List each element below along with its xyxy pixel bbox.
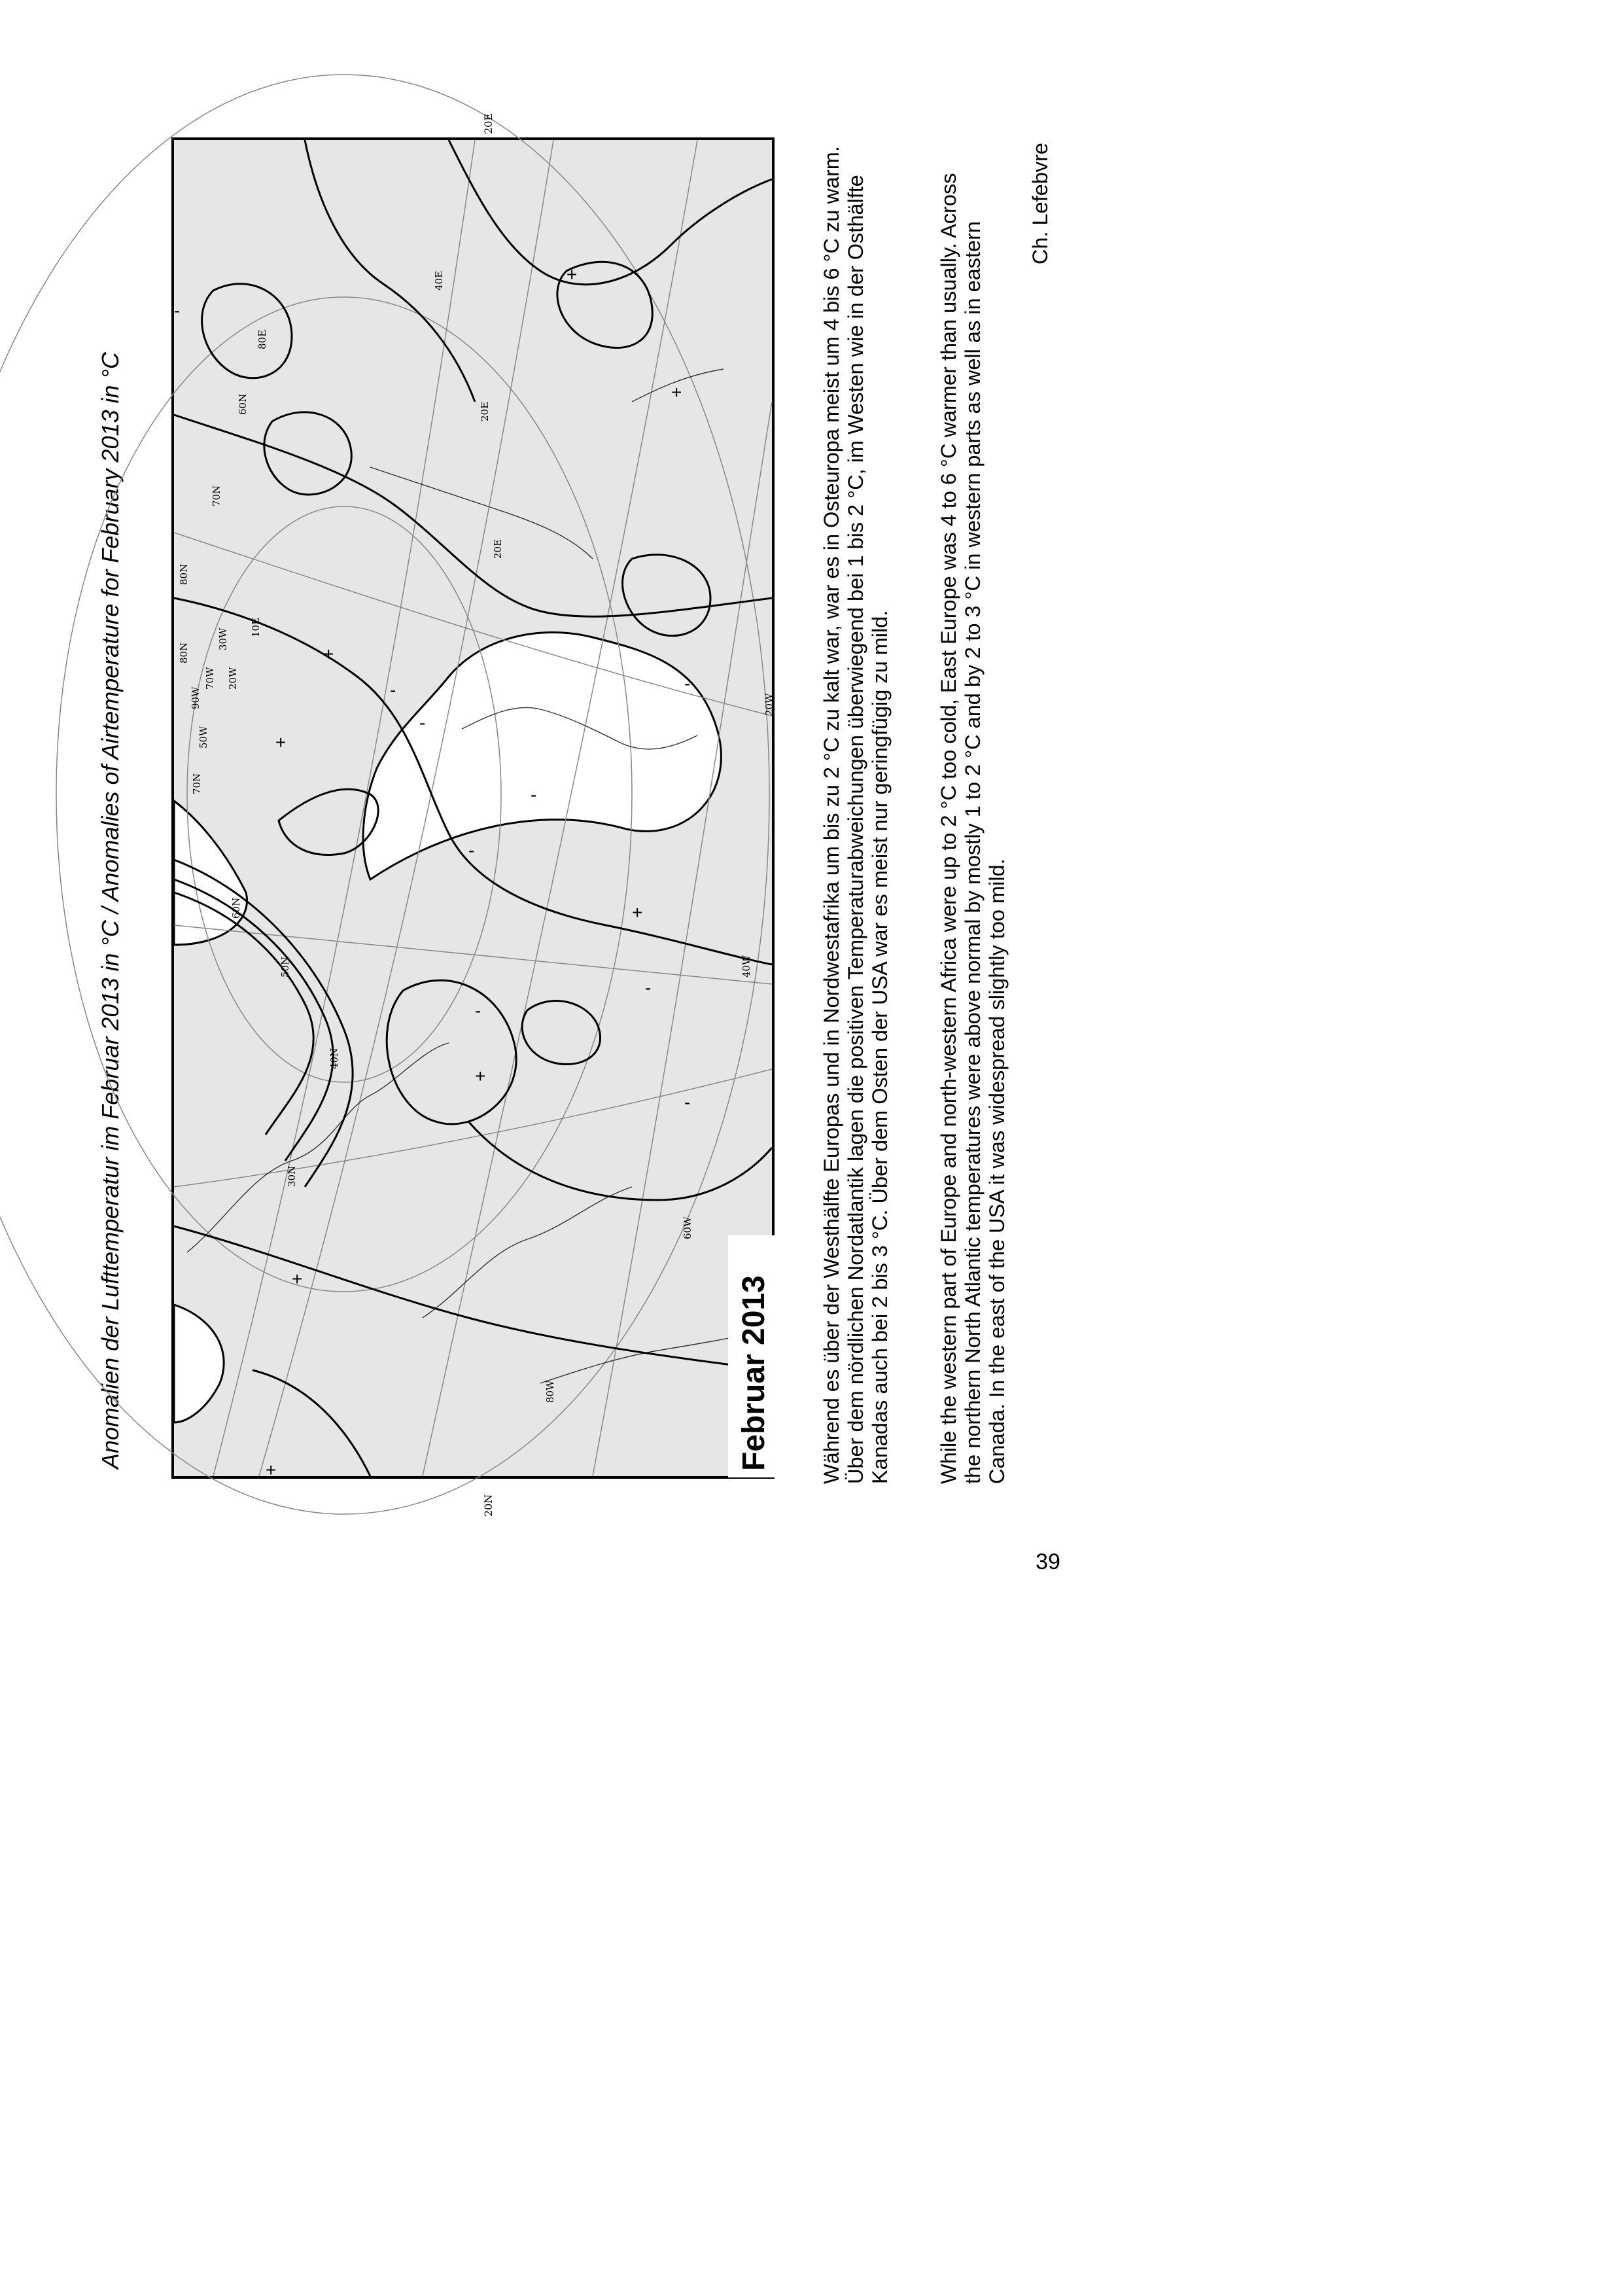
anomaly-sign: - bbox=[684, 1092, 691, 1112]
grid-label: 80W bbox=[544, 1380, 556, 1403]
page-title: Anomalien der Lufttemperatur im Februar 2013 in °C / Anomalies of Airtemperature for February 2013 in °C bbox=[97, 352, 124, 1469]
grid-label: 30W bbox=[217, 627, 229, 650]
german-paragraph bbox=[820, 143, 892, 1484]
anomaly-sign: - bbox=[475, 1000, 481, 1021]
map-caption: Februar 2013 bbox=[728, 1235, 780, 1477]
grid-label: 90W bbox=[190, 686, 201, 709]
anomaly-sign: - bbox=[684, 673, 691, 694]
english-text: While the western part of Europe and north-western Africa were up to 2 °C too cold, East Europe was 4 to 6 °C warmer than usually. Across the northern North Atlantic temperatures were above normal by mostly 1 to 2 °C and by 2 to 3 °C in western parts as well as in eastern Canada. In the east of the USA it was widespread slightly too mild. bbox=[937, 173, 1009, 1484]
grid-label: 40N bbox=[328, 1048, 340, 1069]
author-name: Ch. Lefebvre bbox=[1028, 143, 1052, 265]
grid-label: 80N bbox=[178, 563, 190, 585]
anomaly-sign: - bbox=[390, 680, 396, 700]
map-edge-label-bottom: 20N bbox=[482, 1494, 495, 1517]
grid-label: 70N bbox=[211, 485, 222, 506]
grid-label: 60W bbox=[682, 1216, 693, 1239]
grid-label: 10E bbox=[250, 617, 262, 637]
anomaly-sign: - bbox=[531, 785, 537, 805]
anomaly-map bbox=[171, 137, 775, 1479]
grid-label: 20E bbox=[479, 401, 491, 421]
page-number: 39 bbox=[1036, 1549, 1060, 1574]
anomaly-sign: - bbox=[419, 713, 426, 733]
anomaly-sign: + bbox=[671, 382, 682, 402]
grid-label: 70N bbox=[191, 773, 203, 794]
anomaly-sign: + bbox=[475, 1066, 486, 1086]
grid-label: 20E bbox=[492, 539, 504, 559]
anomaly-sign: - bbox=[174, 300, 181, 321]
grid-label: 60N bbox=[237, 393, 249, 415]
anomaly-sign: + bbox=[567, 264, 578, 285]
grid-label: 40W bbox=[741, 955, 752, 978]
anomaly-sign: + bbox=[292, 1269, 303, 1289]
anomaly-sign: - bbox=[468, 840, 475, 860]
grid-label: 40E bbox=[433, 270, 445, 291]
anomaly-sign: - bbox=[645, 978, 652, 998]
grid-label: 20W bbox=[763, 693, 775, 716]
grid-label: 80E bbox=[256, 329, 268, 349]
english-paragraph bbox=[937, 143, 1009, 1484]
anomaly-sign: + bbox=[275, 732, 287, 752]
grid-label: 80N bbox=[178, 642, 190, 663]
german-text: Während es über der Westhälfte Europas und in Nordwestafrika um bis zu 2 °C zu kalt war, war es in Osteuropa meist um 4 bis 6 °C zu warm. Über dem nördlichen Nordatlantik lagen die positiven Temperaturabweichungen überwiegend bei 1 bis 2 °C, im Westen wie in der Osthälfte Kanadas auch bei 2 bis 3 °C. Über dem Osten der USA war es meist nur geringfügig zu mild. bbox=[820, 146, 892, 1484]
map-edge-label-top: 20E bbox=[482, 113, 495, 134]
grid-label: 60N bbox=[230, 897, 242, 919]
grid-label: 30N bbox=[286, 1165, 298, 1187]
anomaly-sign: + bbox=[632, 902, 643, 923]
grid-label: 70W bbox=[204, 667, 216, 690]
grid-label: 20W bbox=[227, 667, 239, 690]
anomaly-sign: + bbox=[323, 644, 334, 664]
anomaly-map-svg bbox=[174, 140, 775, 1480]
anomaly-sign: + bbox=[266, 1460, 277, 1480]
author-signature bbox=[1028, 143, 1053, 1484]
grid-label: 50N bbox=[279, 956, 291, 978]
grid-label: 50W bbox=[198, 726, 209, 749]
